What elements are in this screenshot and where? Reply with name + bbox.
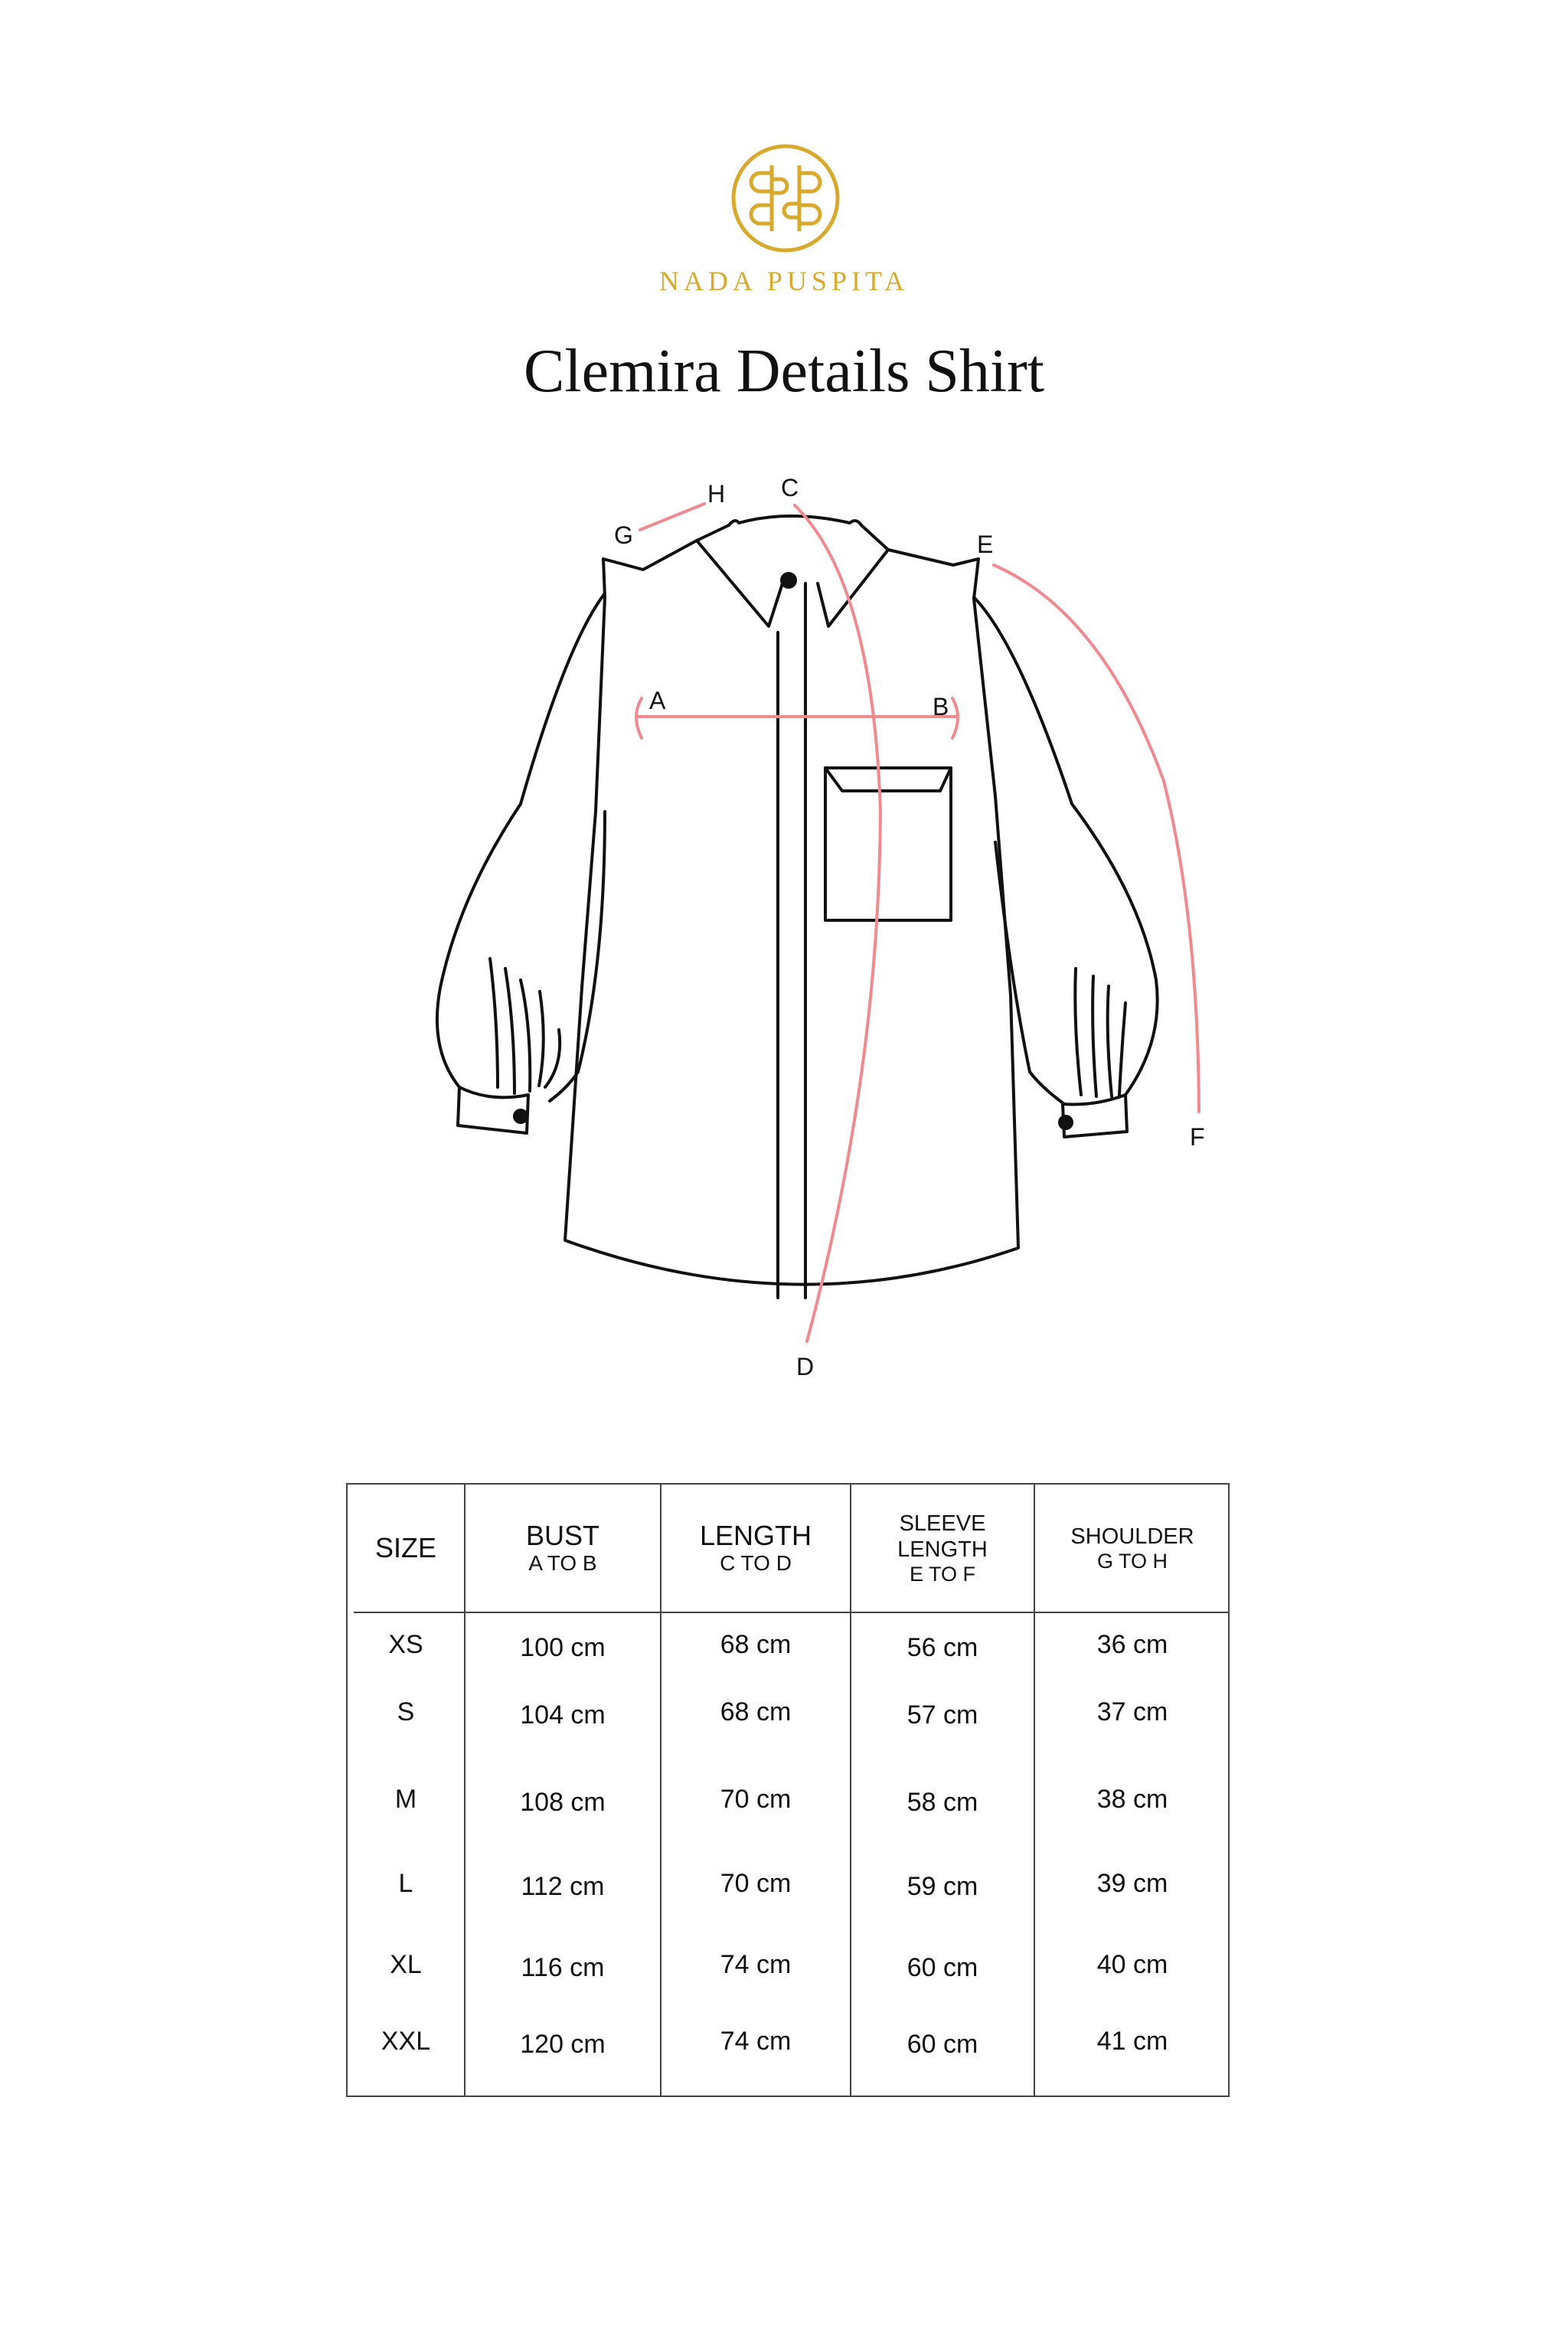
- cell-shoulder: 37 cm: [1096, 1697, 1168, 1726]
- cell-sleeve: 60 cm: [906, 1953, 978, 1982]
- brand-name: NADA PUSPITA: [658, 266, 910, 296]
- cell-bust: 120 cm: [520, 2030, 606, 2059]
- table-row: [348, 1864, 1228, 1910]
- table-row: [348, 2022, 1228, 2068]
- cell-size: XXL: [381, 2027, 431, 2056]
- header-shoulder: SHOULDER G TO H: [1070, 1524, 1194, 1573]
- cell-sleeve: 56 cm: [906, 1633, 978, 1662]
- table-row: [348, 1945, 1228, 1991]
- shirt-outline: [437, 516, 1158, 1298]
- cell-shoulder: 40 cm: [1096, 1950, 1168, 1979]
- cell-length: 70 cm: [720, 1869, 792, 1898]
- size-chart-table: [346, 1483, 1230, 2097]
- cell-size: L: [398, 1869, 413, 1898]
- cell-bust: 104 cm: [520, 1700, 606, 1730]
- cell-shoulder: 39 cm: [1096, 1869, 1168, 1898]
- cell-bust: 108 cm: [520, 1788, 606, 1817]
- label-e: E: [977, 531, 994, 558]
- table-row: [348, 1780, 1228, 1826]
- cell-length: 74 cm: [720, 2027, 792, 2056]
- cell-size: XL: [390, 1950, 422, 1979]
- label-g: G: [614, 521, 633, 549]
- label-h: H: [707, 480, 726, 508]
- cell-shoulder: 38 cm: [1096, 1785, 1168, 1814]
- header-sleeve-length: SLEEVE LENGTH E TO F: [897, 1511, 988, 1586]
- cell-shoulder: 36 cm: [1096, 1630, 1168, 1659]
- cell-bust: 112 cm: [521, 1872, 605, 1901]
- cell-sleeve: 57 cm: [906, 1700, 978, 1730]
- measurement-lines: [636, 504, 1199, 1341]
- cell-length: 70 cm: [720, 1785, 792, 1814]
- cell-sleeve: 58 cm: [906, 1788, 978, 1817]
- cell-length: 74 cm: [720, 1950, 792, 1979]
- cell-bust: 116 cm: [521, 1953, 605, 1982]
- cell-size: M: [394, 1785, 417, 1814]
- label-a: A: [649, 687, 666, 714]
- cell-sleeve: 60 cm: [906, 2030, 978, 2059]
- cell-length: 68 cm: [720, 1697, 792, 1726]
- cell-bust: 100 cm: [520, 1633, 606, 1662]
- measurement-labels: [614, 474, 1205, 1380]
- table-row: [348, 1693, 1228, 1739]
- buttons: [513, 572, 1073, 1130]
- header-length: LENGTH C TO D: [699, 1520, 812, 1575]
- table-row: [348, 1625, 1228, 1671]
- header-bust: BUST A TO B: [525, 1520, 599, 1575]
- label-b: B: [933, 693, 949, 720]
- shirt-measurement-diagram: [0, 459, 1568, 1409]
- brand-logo: [730, 142, 841, 254]
- cell-length: 68 cm: [720, 1630, 792, 1659]
- cell-size: S: [397, 1697, 415, 1726]
- product-title: Clemira Details Shirt: [524, 338, 1044, 405]
- cell-sleeve: 59 cm: [906, 1872, 978, 1901]
- label-c: C: [781, 474, 799, 501]
- cell-size: XS: [388, 1630, 423, 1659]
- cell-shoulder: 41 cm: [1096, 2027, 1168, 2056]
- header-size: SIZE: [374, 1532, 436, 1563]
- label-f: F: [1190, 1123, 1205, 1151]
- label-d: D: [796, 1353, 815, 1380]
